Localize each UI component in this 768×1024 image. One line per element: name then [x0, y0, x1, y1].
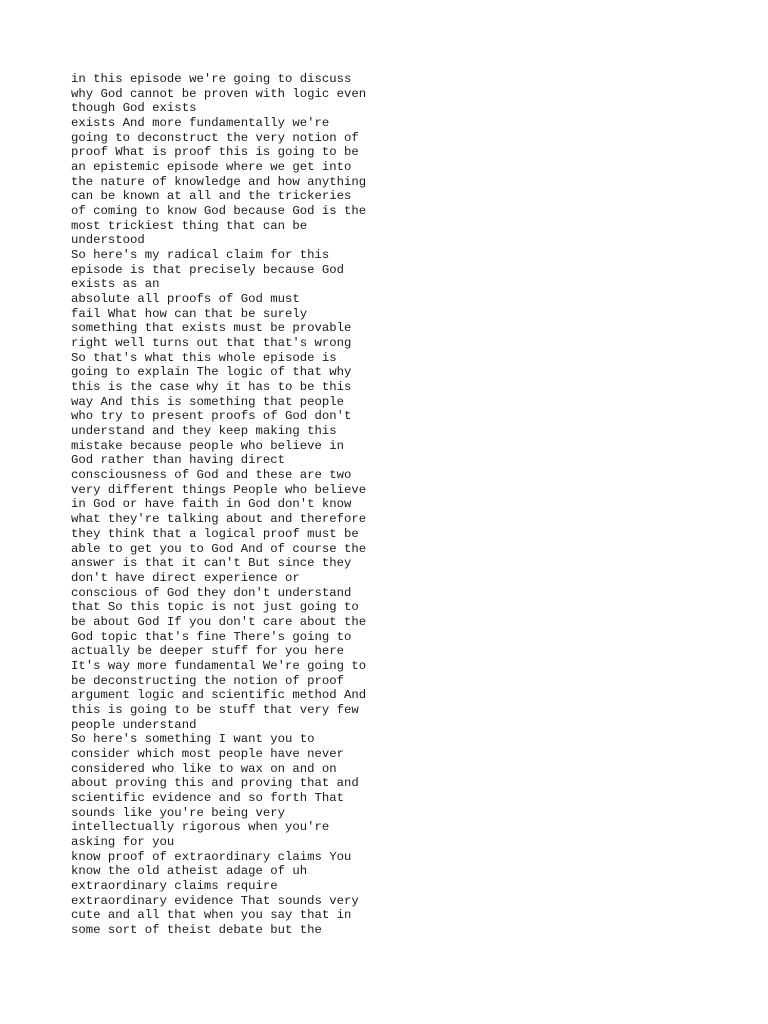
transcript-line: in God or have faith in God don't know [71, 497, 352, 512]
transcript-line: most trickiest thing that can be [71, 218, 308, 233]
transcript-line: something that exists must be provable [71, 321, 352, 336]
transcript-line: of coming to know God because God is the [71, 204, 367, 219]
transcript-line: actually be deeper stuff for you here [71, 644, 345, 659]
transcript-line: God rather than having direct [71, 453, 286, 468]
transcript-line: exists And more fundamentally we're [71, 116, 330, 131]
transcript-line: understand and they keep making this [71, 424, 337, 439]
transcript-line: going to explain The logic of that why [71, 365, 352, 380]
transcript-line: answer is that it can't But since they [71, 556, 352, 571]
transcript-line: though God exists [71, 101, 197, 116]
transcript-line: episode is that precisely because God [71, 262, 345, 277]
transcript-line: know proof of extraordinary claims You [71, 849, 352, 864]
transcript-line: extraordinary claims require [71, 878, 278, 893]
transcript-line: an epistemic episode where we get into [71, 160, 352, 175]
transcript-line: they think that a logical proof must be [71, 526, 359, 541]
transcript-line: going to deconstruct the very notion of [71, 130, 359, 145]
transcript-line: asking for you [71, 834, 175, 849]
transcript-line: exists as an [71, 277, 160, 292]
transcript-line: can be known at all and the trickeries [71, 189, 352, 204]
transcript-line: able to get you to God And of course the [71, 541, 367, 556]
transcript-line: some sort of theist debate but the [71, 922, 322, 937]
transcript-line: very different things People who believe [71, 482, 367, 497]
transcript-line: this is going to be stuff that very few [71, 702, 359, 717]
transcript-line: considered who like to wax on and on [71, 761, 337, 776]
transcript-line: consciousness of God and these are two [71, 468, 352, 483]
transcript-line: So here's something I want you to [71, 732, 315, 747]
transcript-line: about proving this and proving that and [71, 776, 359, 791]
transcript-line: people understand [71, 717, 197, 732]
transcript-line: So here's my radical claim for this [71, 248, 330, 263]
transcript-line: don't have direct experience or [71, 570, 300, 585]
transcript-line: who try to present proofs of God don't [71, 409, 352, 424]
transcript-line: extraordinary evidence That sounds very [71, 893, 359, 908]
transcript-line: proof What is proof this is going to be [71, 145, 359, 160]
transcript-line: that So this topic is not just going to [71, 600, 359, 615]
transcript-line: intellectually rigorous when you're [71, 820, 330, 835]
transcript-line: this is the case why it has to be this [71, 380, 352, 395]
transcript-line: God topic that's fine There's going to [71, 629, 352, 644]
transcript-line: know the old atheist adage of uh [71, 864, 308, 879]
transcript-line: right well turns out that that's wrong [71, 336, 352, 351]
transcript-line: absolute all proofs of God must [71, 292, 300, 307]
transcript-line: scientific evidence and so forth That [71, 790, 345, 805]
transcript-line: fail What how can that be surely [71, 306, 308, 321]
transcript-line: the nature of knowledge and how anything [71, 174, 367, 189]
transcript-line: sounds like you're being very [71, 805, 286, 820]
transcript-line: why God cannot be proven with logic even [71, 86, 367, 101]
transcript-line: consider which most people have never [71, 746, 345, 761]
transcript-line: understood [71, 233, 145, 248]
transcript-line: mistake because people who believe in [71, 438, 345, 453]
transcript-line: way And this is something that people [71, 394, 345, 409]
transcript-text [71, 72, 751, 938]
transcript-line: be deconstructing the notion of proof [71, 673, 345, 688]
transcript-line: It's way more fundamental We're going to [71, 658, 367, 673]
transcript-line: cute and all that when you say that in [71, 908, 352, 923]
transcript-line: in this episode we're going to discuss [71, 72, 352, 86]
transcript-line: what they're talking about and therefore [71, 512, 367, 527]
transcript-line: argument logic and scientific method And [71, 688, 367, 703]
transcript-line: conscious of God they don't understand [71, 585, 352, 600]
transcript-line: So that's what this whole episode is [71, 350, 337, 365]
transcript-line: be about God If you don't care about the [71, 614, 367, 629]
